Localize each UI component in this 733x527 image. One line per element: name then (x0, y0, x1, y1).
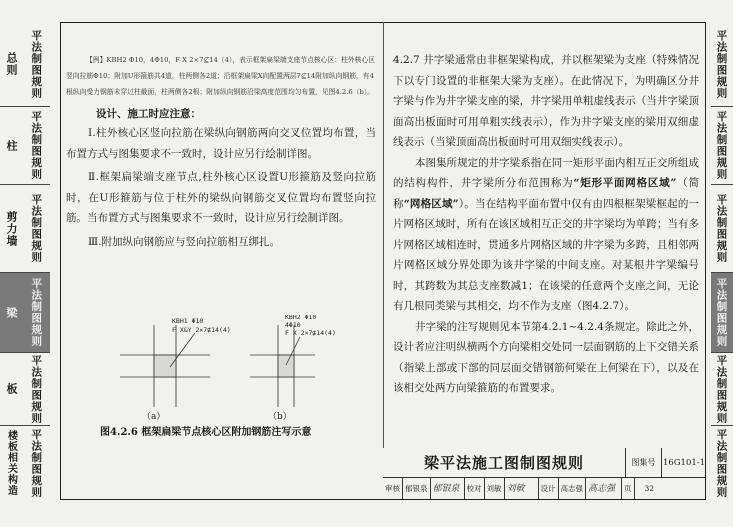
left-tab-shear-wall[interactable] (0, 185, 50, 273)
check-name: 刘敏 (485, 478, 505, 500)
review-label: 审核 (383, 478, 403, 500)
left-tab-sub: 平法制图规则 (30, 278, 43, 347)
note-2: Ⅱ.框架扁梁端支座节点,柱外核心区设置U形箍筋及竖向拉筋时，在U形箍筋与位于柱外的梁纵向钢筋交叉位置均布置竖向拉筋。当布置方式与图集要求不一致时，设计应另行绘制详图。 (66, 171, 376, 224)
review-name: 郁银泉 (403, 478, 431, 500)
grid-term-1: “矩形平面网格区域” (573, 177, 677, 189)
left-column (66, 52, 376, 252)
left-tab-section: 板 (5, 383, 18, 395)
page-number: 32 (644, 484, 655, 493)
figure-4-2-6 (100, 315, 350, 435)
beam-node-diagram (100, 315, 350, 435)
left-tab-section: 剪力墙 (5, 210, 18, 247)
left-tab-general[interactable] (0, 22, 50, 107)
set-number-label: 图集号 (626, 448, 662, 478)
left-tab-sub: 平法制图规则 (30, 194, 43, 263)
figure-caption: 图4.2.6 框架扁梁节点核心区附加钢筋注写示意 (100, 427, 312, 438)
right-tab[interactable]: 平法制图规则 (715, 428, 728, 498)
fig-a-label-1: KBH1 Φ10 (172, 317, 204, 325)
left-tab-sub: 平法制图规则 (30, 428, 43, 498)
fig-a-caption: （a） (142, 412, 166, 422)
right-tab[interactable]: 平法制图规则 (711, 185, 733, 273)
fig-b-label-1: KBH2 Φ10 (285, 315, 317, 321)
fig-a-label-2: F X&Y 2×7⊈14(4) (172, 326, 231, 334)
review-signature: 郁银泉 (431, 478, 465, 500)
left-tab-slab-related[interactable] (0, 426, 50, 500)
fig-b-caption: （b） (268, 412, 292, 422)
right-column (393, 50, 699, 399)
left-tab-section: 梁 (5, 306, 18, 319)
right-tab[interactable]: 平法制图规则 (711, 107, 733, 185)
set-number-value: 16G101-1 (662, 448, 706, 478)
grid-text-3: ）。当在结构平面布置中仅有由四根框架梁框起的一片网格区域时，所有在该区域相互正交的井字梁均为单跨；当有多片网格区域相连时，贯通多片网格区域的井字梁为多跨，且相邻两片网格区域分界处即为该井字梁的中间支座。对某根井字梁编号时，其跨数为其总支座数减1；在该梁的任意两个支座之间，无论有几根同类梁与其相交，均不作为支座（图4.2.7）。 (393, 197, 699, 312)
right-tab-beam[interactable]: 平法制图规则 (711, 273, 733, 353)
grid-text-2: （简称 (393, 177, 700, 210)
drawing-title: 梁平法施工图制图规则 (383, 448, 626, 478)
design-label: 设计 (539, 478, 559, 500)
title-block (383, 448, 706, 500)
grid-term-2: “网格区域” (403, 197, 459, 210)
left-tab-section: 总则 (5, 52, 18, 76)
right-section-tabs (711, 22, 733, 500)
left-tab-sub: 平法制图规则 (30, 354, 43, 424)
annotation-rules: 井字梁的注写规则见本节第4.2.1~4.2.4条规定。除此之外，设计者应注明纵横两个方向梁相交处同一层面钢筋的上下交错关系（指梁上部或下部的同层面交错钢筋何梁在上何梁在下），以及在该相交处两方向梁箍筋的布置要求。 (393, 320, 699, 394)
left-section-tabs (0, 22, 50, 500)
left-tab-column[interactable] (0, 107, 50, 185)
check-label: 校对 (465, 478, 485, 500)
left-tab-section: 楼板相关构造 (5, 430, 17, 496)
grid-definition (393, 153, 699, 317)
signature-row (383, 478, 706, 500)
fig-b-label-3: F X 2×7⊈14(4) (285, 329, 336, 337)
column-divider (383, 22, 384, 448)
example-text: 【例】KBH2 Φ10，4Φ10，F X 2×7⊈14（4），表示框架扁梁端支座节点核心区：柱外核心区竖向拉筋Φ10；附加U形箍筋共4道，柱两侧各2道；沿框架扁梁X向配置两层7⊈14附加纵向钢筋，有4根纵向受力钢筋未穿过柱截面，柱两侧各2根；附加纵向钢筋沿梁高度范围均匀布置，见图4.2.6（b）。 (66, 56, 376, 96)
left-tab-sub: 平法制图规则 (30, 111, 43, 180)
left-tab-section: 柱 (5, 139, 18, 152)
note-3: Ⅲ.附加纵向钢筋应与竖向拉筋相互绑扎。 (88, 235, 280, 248)
grid-text-1: 本图集所规定的井字梁系指在同一矩形平面内相互正交所组成的结构构件，井字梁所分布范围称为 (393, 156, 699, 189)
notes-heading: 设计、施工时应注意： (96, 108, 201, 120)
right-tab[interactable]: 平法制图规则 (711, 353, 733, 426)
right-tab[interactable]: 平法制图规则 (711, 22, 733, 107)
left-tab-beam[interactable] (0, 273, 50, 353)
design-name: 高志强 (559, 478, 587, 500)
left-tab-slab[interactable] (0, 353, 50, 426)
page-label: 页 (622, 478, 635, 500)
check-signature: 刘敏 (505, 478, 539, 500)
note-1: Ⅰ.柱外核心区竖向拉筋在梁纵向钢筋两向交叉位置均布置，当布置方式与图集要求不一致时，设计应另行绘制详图。 (66, 127, 376, 160)
clause-4-2-7: 4.2.7 井字梁通常由非框架梁构成，并以框架梁为支座（特殊情况下以专门设置的非框架大梁为支座）。在此情况下，为明确区分井字梁与作为井字梁支座的梁，井字梁用单粗虚线表示（当井字梁顶面高出板面时可用单粗实线表示），作为井字梁支座的梁用双细虚线表示（当梁顶面高出板面时可用双细实线表示）。 (393, 54, 699, 148)
fig-b-label-2: 4Φ10 (285, 321, 301, 329)
design-signature: 高志强 (586, 478, 622, 500)
left-tab-sub: 平法制图规则 (30, 29, 43, 99)
